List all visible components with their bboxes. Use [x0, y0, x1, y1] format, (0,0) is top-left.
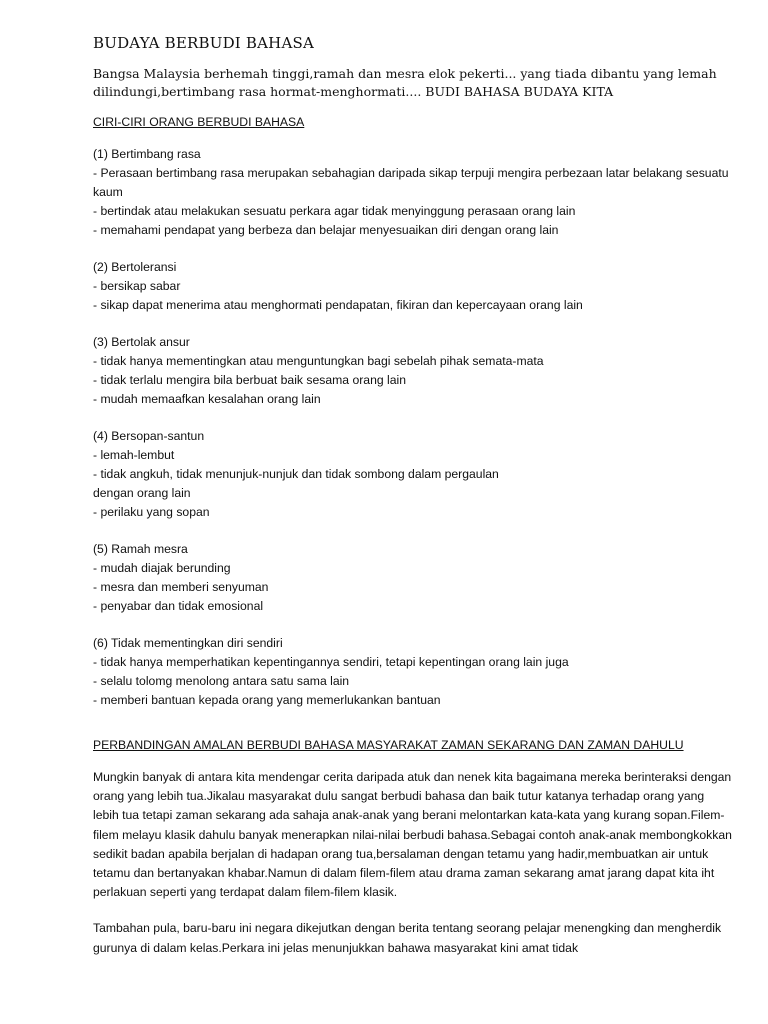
section-1 [93, 145, 733, 240]
list-item: - mudah diajak berunding [93, 561, 231, 575]
section-3 [93, 333, 733, 409]
section-title: (6) Tidak mementingkan diri sendiri [93, 636, 283, 650]
list-item: - sikap dapat menerima atau menghormati pendapatan, fikiran dan kepercayaan orang lain [93, 298, 583, 312]
list-item: - penyabar dan tidak emosional [93, 599, 264, 613]
intro-paragraph: Bangsa Malaysia berhemah tinggi,ramah dan mesra elok pekerti... yang tiada dibantu yang lemah dilindungi,bertimbang rasa hormat-menghormati.... BUDI BAHASA BUDAYA KITA [93, 66, 717, 99]
list-item: - tidak hanya mementingkan atau menguntungkan bagi sebelah pihak semata-mata [93, 354, 544, 368]
list-item: - tidak hanya memperhatikan kepentingannya sendiri, tetapi kepentingan orang lain juga [93, 655, 569, 669]
section-title: (2) Bertoleransi [93, 260, 177, 274]
list-item: - tidak terlalu mengira bila berbuat baik sesama orang lain [93, 373, 406, 387]
section-6 [93, 634, 733, 710]
list-item: - selalu tolomg menolong antara satu sama lain [93, 674, 350, 688]
section-title: (1) Bertimbang rasa [93, 147, 201, 161]
list-item: - memberi bantuan kepada orang yang memerlukankan bantuan [93, 693, 441, 707]
section-title: (5) Ramah mesra [93, 542, 188, 556]
section-title: (3) Bertolak ansur [93, 335, 190, 349]
list-item: - bersikap sabar [93, 279, 181, 293]
list-item: - lemah-lembut [93, 448, 175, 462]
list-item: - memahami pendapat yang berbeza dan belajar menyesuaikan diri dengan orang lain [93, 223, 559, 237]
list-item: - Perasaan bertimbang rasa merupakan sebahagian daripada sikap terpuji mengira perbezaan latar belakang sesuatu kaum [93, 166, 729, 199]
document-title: BUDAYA BERBUDI BAHASA [93, 34, 314, 52]
document-page [93, 34, 733, 975]
section-5 [93, 540, 733, 616]
section-heading-perbandingan: PERBANDINGAN AMALAN BERBUDI BAHASA MASYARAKAT ZAMAN SEKARANG DAN ZAMAN DAHULU [93, 738, 684, 752]
section-2 [93, 258, 733, 315]
list-item: - mudah memaafkan kesalahan orang lain [93, 392, 321, 406]
list-item: - mesra dan memberi senyuman [93, 580, 269, 594]
section-title: (4) Bersopan-santun [93, 429, 205, 443]
list-item: - perilaku yang sopan [93, 505, 210, 519]
body-paragraph: Tambahan pula, baru-baru ini negara dikejutkan dengan berita tentang seorang pelajar menengking dan mengherdik gurunya di dalam kelas.Perkara ini jelas menunjukkan bahawa masyarakat kini amat tidak [93, 921, 722, 955]
section-4 [93, 427, 733, 522]
list-item: dengan orang lain [93, 486, 191, 500]
section-heading-ciri-ciri: CIRI-CIRI ORANG BERBUDI BAHASA [93, 115, 305, 129]
body-paragraph: Mungkin banyak di antara kita mendengar cerita daripada atuk dan nenek kita bagaimana mereka berinteraksi dengan orang yang lebih tua.Jikalau masyarakat dulu sangat berbudi bahasa dan baik tutur katanya terhadap orang yang lebih tua tetapi zaman sekarang ada sahaja anak-anak yang berani melontarkan kata-kata yang kurang sopan.Filem-filem melayu klasik dahulu banyak menerapkan nilai-nilai berbudi bahasa.Sebagai contoh anak-anak membongkokkan sedikit badan apabila berjalan di hadapan orang tua,bersalaman dengan tetamu yang hadir,membuatkan air untuk tetamu dan bertanyakan khabar.Namun di dalam filem-filem atau drama zaman sekarang amat jarang dapat kita iht perlakuan seperti yang terdapat dalam filem-filem klasik. [93, 770, 732, 900]
list-item: - tidak angkuh, tidak menunjuk-nunjuk dan tidak sombong dalam pergaulan [93, 467, 499, 481]
list-item: - bertindak atau melakukan sesuatu perkara agar tidak menyinggung perasaan orang lain [93, 204, 576, 218]
